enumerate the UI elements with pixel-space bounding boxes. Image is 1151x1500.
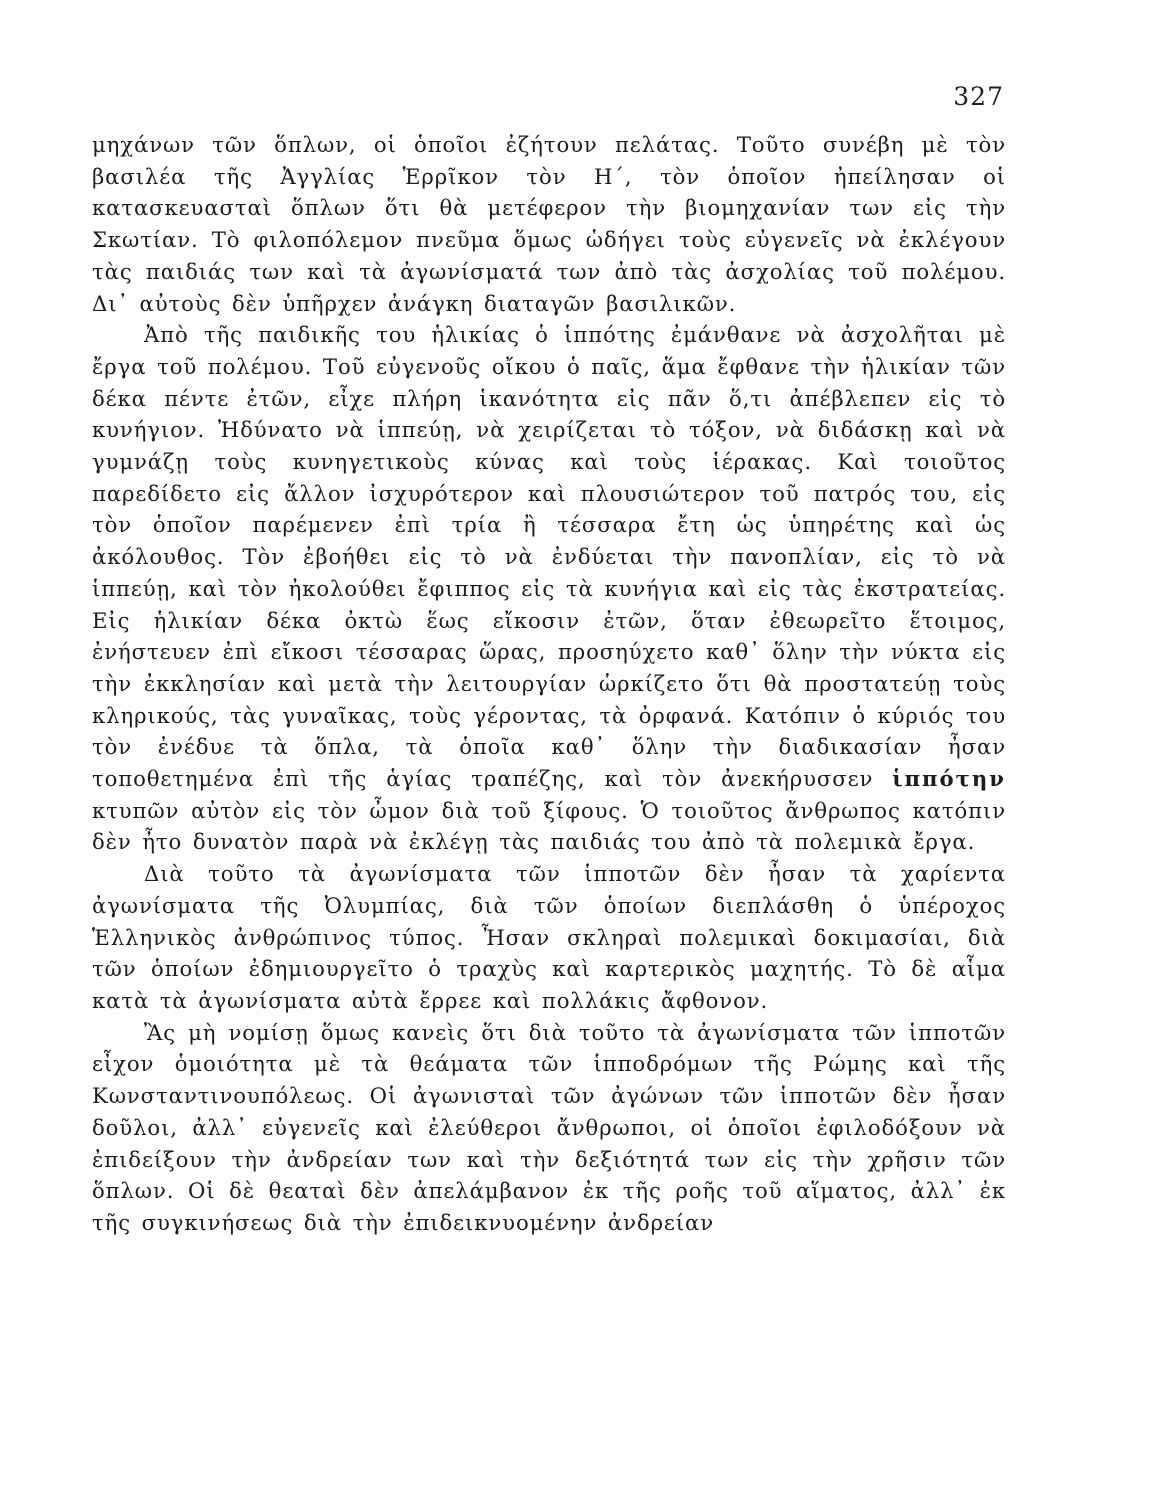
body-text xyxy=(92,129,1006,1239)
paragraph-2-text-before: Ἀπὸ τῆς παιδικῆς του ἡλικίας ὁ ἱππότης ἐμάνθανε νὰ ἀσχολῆται μὲ ἔργα τοῦ πολέμου. Τοῦ εὐγενοῦς οἴκου ὁ παῖς, ἅμα ἔφθανε τὴν ἡλικίαν τῶν δέκα πέντε ἐτῶν, εἶχε πλήρη ἱκανότητα εἰς πᾶν ὅ,τι ἀπέβλεπεν εἰς τὸ κυνήγιον. Ἠδύνατο νὰ ἱππεύῃ, νὰ χειρίζεται τὸ τόξον, νὰ διδάσκῃ καὶ νὰ γυμνάζῃ τοὺς κυνηγετικοὺς κύνας καὶ τοὺς ἱέρακας. Καὶ τοιοῦτος παρεδίδετο εἰς ἄλλον ἰσχυρότερον καὶ πλουσιώτερον τοῦ πατρός του, εἰς τὸν ὁποῖον παρέμενεν ἐπὶ τρία ἢ τέσσαρα ἔτη ὡς ὑπηρέτης καὶ ὡς ἀκόλουθος. Τὸν ἐβοήθει εἰς τὸ νὰ ἐνδύεται τὴν πανοπλίαν, εἰς τὸ νὰ ἱππεύῃ, καὶ τὸν ἠκολούθει ἔφιππος εἰς τὰ κυνήγια καὶ εἰς τὰς ἐκστρατείας. Εἰς ἡλικίαν δέκα ὀκτὼ ἕως εἴκοσιν ἐτῶν, ὅταν ἐθεωρεῖτο ἕτοιμος, ἐνήστευεν ἐπὶ εἴκοσι τέσσαρας ὥρας, προσηύχετο καθ᾽ ὅλην τὴν νύκτα εἰς τὴν ἐκκλησίαν καὶ μετὰ τὴν λειτουργίαν ὡρκίζετο ὅτι θὰ προστατεύῃ τοὺς κληρικούς, τὰς γυναῖκας, τοὺς γέροντας, τὰ ὀρφανά. Κατόπιν ὁ κύριός του τὸν ἐνέδυε τὰ ὅπλα, τὰ ὁποῖα καθ᾽ ὅλην τὴν διαδικασίαν ἦσαν τοποθετημένα ἐπὶ τῆς ἁγίας τραπέζης, καὶ τὸν ἀνεκήρυσσεν xyxy=(92,322,1006,792)
page-number: 327 xyxy=(953,82,1004,111)
emphasized-word: ἱππότην xyxy=(892,766,1006,792)
paragraph-4: Ἂς μὴ νομίσῃ ὅμως κανεὶς ὅτι διὰ τοῦτο τὰ ἀγωνίσματα τῶν ἱπποτῶν εἶχον ὁμοιότητα μὲ τὰ θεάματα τῶν ἱπποδρόμων τῆς Ρώμης καὶ τῆς Κωνσταντινουπόλεως. Οἱ ἀγωνισταὶ τῶν ἀγώνων τῶν ἱπποτῶν δὲν ἦσαν δοῦλοι, ἀλλ᾽ εὐγενεῖς καὶ ἐλεύθεροι ἄνθρωποι, οἱ ὁποῖοι ἐφιλοδόξουν νὰ ἐπιδείξουν τὴν ἀνδρείαν των καὶ τὴν δεξιότητά των εἰς τὴν χρῆσιν τῶν ὅπλων. Οἱ δὲ θεαταὶ δὲν ἀπελάμβανον ἐκ τῆς ροῆς τοῦ αἵματος, ἀλλ᾽ ἐκ τῆς συγκινήσεως διὰ τὴν ἐπιδεικνυομένην ἀνδρείαν xyxy=(92,1019,1006,1235)
paragraph-2 xyxy=(92,319,1006,858)
paragraph-2-text-after: κτυπῶν αὐτὸν εἰς τὸν ὦμον διὰ τοῦ ξίφους. Ὁ τοιοῦτος ἄνθρωπος κατόπιν δὲν ἦτο δυνατὸν παρὰ νὰ ἐκλέγῃ τὰς παιδιάς του ἀπὸ τὰ πολεμικὰ ἔργα. xyxy=(92,797,1006,855)
paragraph-3: Διὰ τοῦτο τὰ ἀγωνίσματα τῶν ἱπποτῶν δὲν ἦσαν τὰ χαρίεντα ἀγωνίσματα τῆς Ὀλυμπίας, διὰ τῶν ὁποίων διεπλάσθη ὁ ὑπέροχος Ἑλληνικὸς ἀνθρώπινος τύπος. Ἦσαν σκληραὶ πολεμικαὶ δοκιμασίαι, διὰ τῶν ὁποίων ἐδημιουργεῖτο ὁ τραχὺς καὶ καρτερικὸς μαχητής. Τὸ δὲ αἷμα κατὰ τὰ ἀγωνίσματα αὐτὰ ἔρρεε καὶ πολλάκις ἄφθονον. xyxy=(92,861,1006,1013)
paragraph-1: μηχάνων τῶν ὅπλων, οἱ ὁποῖοι ἐζήτουν πελάτας. Τοῦτο συνέβη μὲ τὸν βασιλέα τῆς Ἀγγλίας Ἑρρῖκον τὸν Η΄, τὸν ὁποῖον ἠπείλησαν οἱ κατασκευασταὶ ὅπλων ὅτι θὰ μετέφερον τὴν βιομηχανίαν των εἰς τὴν Σκωτίαν. Τὸ φιλοπόλεμον πνεῦμα ὅμως ὡδήγει τοὺς εὐγενεῖς νὰ ἐκλέγουν τὰς παιδιάς των καὶ τὰ ἀγωνίσματά των ἀπὸ τὰς ἀσχολίας τοῦ πολέμου. Δι᾽ αὐτοὺς δὲν ὑπῆρχεν ἀνάγκη διαταγῶν βασιλικῶν. xyxy=(92,132,1006,316)
